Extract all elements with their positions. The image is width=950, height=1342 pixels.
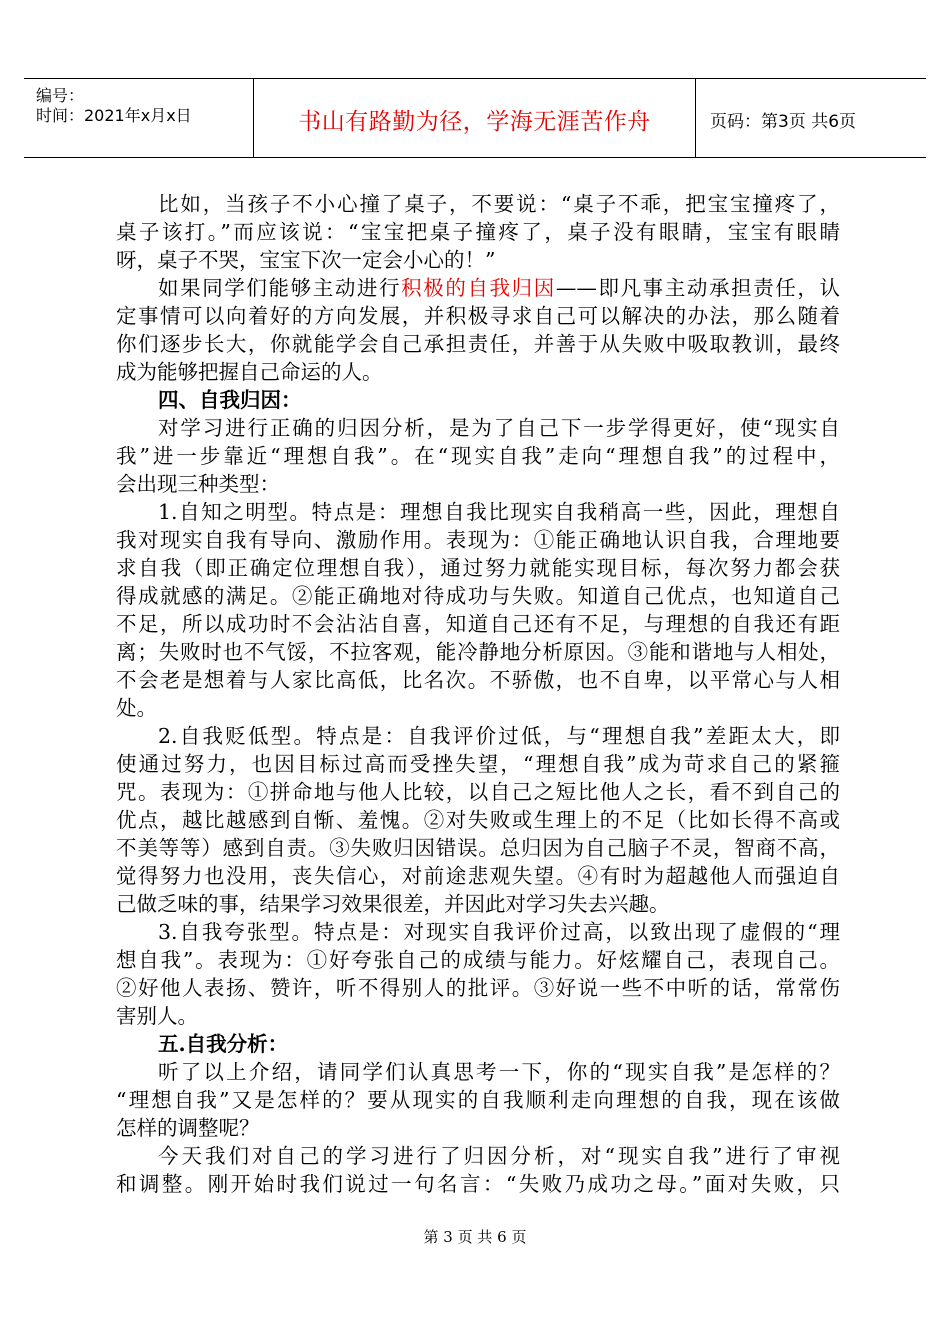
body-line: 会出现三种类型： — [116, 472, 280, 496]
body-line: 听了以上介绍，请同学们认真思考一下，你的“现实自我”是怎样的？ — [158, 1060, 840, 1084]
body-line: 不美等等）感到自责。③失败归因错误。总归因为自己脑子不灵，智商不高， — [116, 836, 840, 860]
body-line: 桌子该打。”而应该说：“宝宝把桌子撞疼了，桌子没有眼睛，宝宝有眼睛 — [116, 220, 840, 244]
body-line: 不会老是想着与人家比高低，比名次。不骄傲，也不自卑，以平常心与人相 — [116, 668, 840, 692]
body-line: 定事情可以向着好的方向发展，并积极寻求自己可以解决的办法，那么随着 — [116, 304, 840, 328]
body-line: 使通过努力，也因目标过高而受挫失望，“理想自我”成为苛求自己的紧箍 — [116, 752, 840, 776]
body-line: 离；失败时也不气馁，不拉客观，能冷静地分析原因。③能和谐地与人相处， — [116, 640, 840, 664]
body-line: 己做乏味的事，结果学习效果很差，并因此对学习失去兴趣。 — [116, 892, 670, 916]
body-line: 害别人。 — [116, 1004, 198, 1028]
body-line: 觉得努力也没用，丧失信心，对前途悲观失望。④有时为超越他人而强迫自 — [116, 864, 840, 888]
motto-title: 书山有路勤为径，学海无涯苦作舟 — [298, 109, 651, 135]
section-heading: 五.自我分析： — [158, 1032, 289, 1056]
header-right-cell — [696, 79, 926, 157]
number-label: 编号： — [36, 86, 85, 105]
page-footer: 第 3 页 共 6 页 — [423, 1228, 527, 1246]
body-line: 求自我（即正确定位理想自我），通过努力就能实现目标，每次努力都会获 — [116, 556, 840, 580]
page-code: 页码：第3页 共6页 — [710, 112, 857, 132]
body-line: 怎样的调整呢？ — [116, 1116, 260, 1140]
header-left-cell — [24, 79, 253, 157]
highlighted-term: 积极的自我归因 — [401, 276, 556, 300]
body-line: 比如，当孩子不小心撞了桌子，不要说：“桌子不乖，把宝宝撞疼了， — [158, 192, 840, 216]
body-line: 优点，越比越感到自惭、羞愧。②对失败或生理上的不足（比如长得不高或 — [116, 808, 840, 832]
body-text: 如果同学们能够主动进行 — [158, 276, 402, 300]
body-line: “理想自我”又是怎样的？要从现实的自我顺利走向理想的自我，现在该做 — [116, 1088, 840, 1112]
body-line: ②好他人表扬、赞许，听不得别人的批评。③好说一些不中听的话，常常伤 — [116, 976, 840, 1000]
body-line: 处。 — [116, 696, 157, 720]
body-line: 对学习进行正确的归因分析，是为了自己下一步学得更好，使“现实自 — [158, 416, 840, 440]
body-line — [116, 274, 840, 302]
body-line: 1.自知之明型。特点是：理想自我比现实自我稍高一些，因此，理想自 — [158, 500, 840, 524]
body-text: ——即凡事主动承担责任，认 — [555, 276, 841, 300]
body-line: 得成就感的满足。②能正确地对待成功与失败。知道自己优点，也知道自己 — [116, 584, 840, 608]
body-line: 咒。表现为：①拼命地与他人比较，以自己之短比他人之长，看不到自己的 — [116, 780, 840, 804]
document-header — [24, 78, 926, 158]
body-line: 我对现实自我有导向、激励作用。表现为：①能正确地认识自我，合理地要 — [116, 528, 840, 552]
body-line: 2.自我贬低型。特点是：自我评价过低，与“理想自我”差距太大，即 — [158, 724, 840, 748]
time-label: 时间：2021年x月x日 — [36, 106, 192, 125]
body-line: 想自我”。表现为：①好夸张自己的成绩与能力。好炫耀自己，表现自己。 — [116, 948, 840, 972]
body-line: 呀，桌子不哭，宝宝下次一定会小心的！” — [116, 248, 496, 272]
section-heading: 四、自我归因： — [158, 388, 302, 412]
body-line: 和调整。刚开始时我们说过一句名言：“失败乃成功之母。”面对失败，只 — [116, 1172, 840, 1196]
body-line: 成为能够把握自己命运的人。 — [116, 360, 383, 384]
body-line: 我”进一步靠近“理想自我”。在“现实自我”走向“理想自我”的过程中， — [116, 444, 840, 468]
header-middle-cell — [253, 79, 696, 157]
body-line: 今天我们对自己的学习进行了归因分析，对“现实自我”进行了审视 — [158, 1144, 840, 1168]
body-line: 不足，所以成功时不会沾沾自喜，知道自己还有不足，与理想的自我还有距 — [116, 612, 840, 636]
body-line: 你们逐步长大，你就能学会自己承担责任，并善于从失败中吸取教训，最终 — [116, 332, 840, 356]
body-line: 3.自我夸张型。特点是：对现实自我评价过高，以致出现了虚假的“理 — [158, 920, 840, 944]
